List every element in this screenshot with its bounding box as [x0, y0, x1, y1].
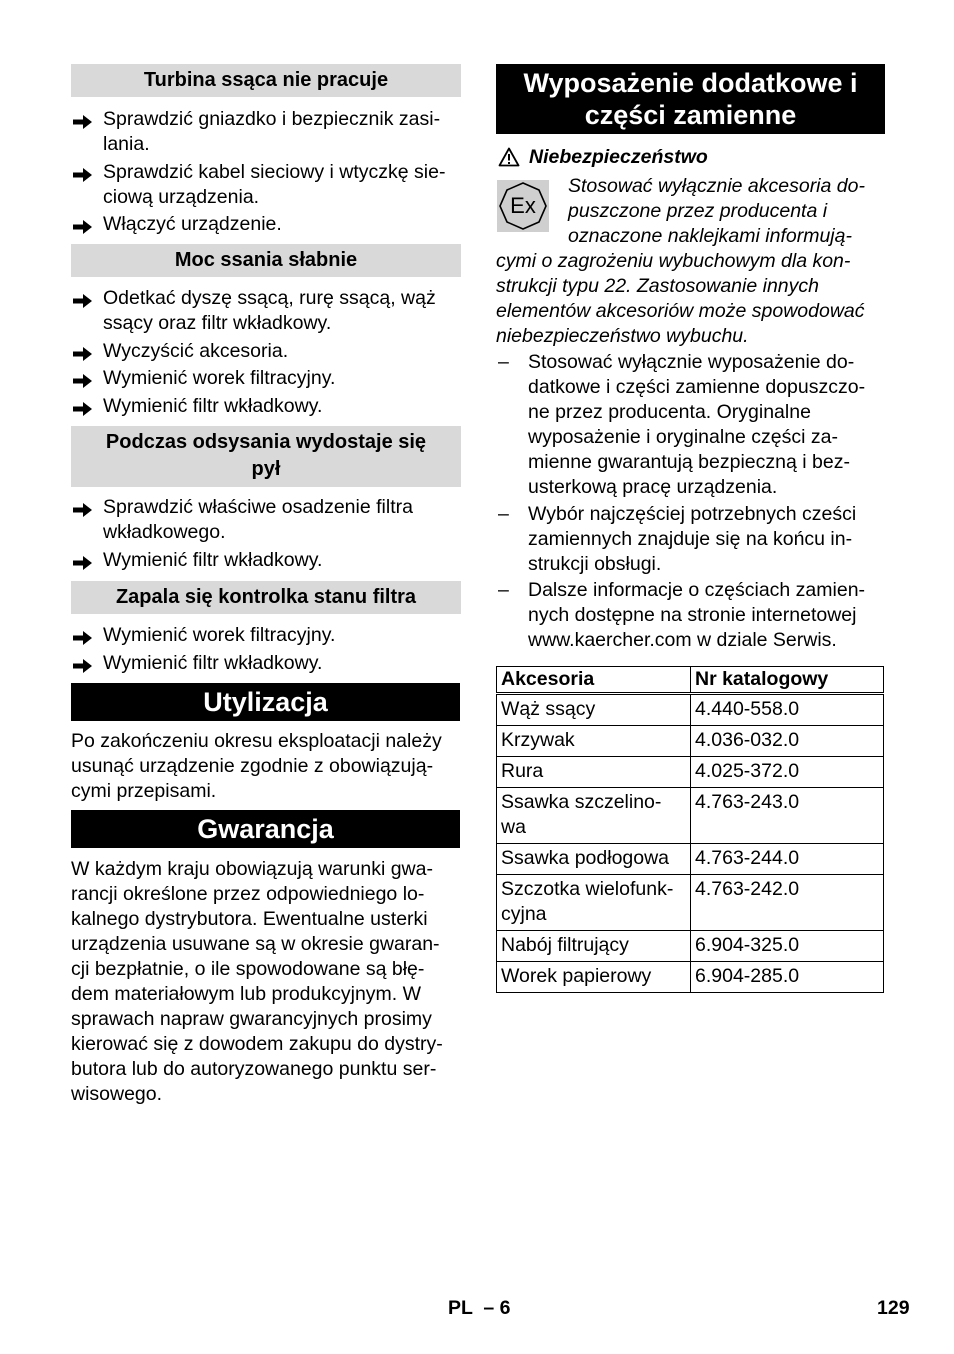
danger-label: Niebezpieczeństwo: [529, 146, 708, 168]
table-row: [497, 694, 884, 726]
bullet-item-text: lania.: [103, 133, 150, 155]
ex-symbol-text: Ex: [510, 193, 536, 218]
bullet-item-text: Odetkać dyszę ssącą, rurę ssącą, wąż: [103, 287, 436, 309]
page-number: 129: [877, 1297, 910, 1319]
accessory-name: Ssawka podłogowa: [501, 847, 670, 869]
paragraph-line: W każdym kraju obowiązują warunki gwa-: [71, 858, 433, 880]
bullet-item-text: Sprawdzić właściwe osadzenie filtra: [103, 496, 413, 518]
bullet-item: [71, 366, 461, 391]
section-heading-dust-escape-line2: pył: [251, 458, 281, 480]
bullet-item-text: Wymienić filtr wkładkowy.: [103, 394, 323, 417]
bullet-item: [71, 286, 461, 336]
paragraph-line: usunąć urządzenie zgodnie z obowiązują-: [71, 755, 434, 777]
bullet-item: [71, 160, 461, 210]
catalog-number-cell: 6.904-325.0: [691, 931, 884, 962]
arrow-right-icon: [73, 553, 93, 569]
bullet-item-text: Wymienić filtr wkładkowy.: [103, 651, 323, 674]
arrow-right-icon: [73, 165, 93, 181]
accessory-name-cell: [497, 694, 691, 726]
arrow-right-icon: [73, 628, 93, 644]
accessory-name-cell: [497, 757, 691, 788]
table-header-cell: Akcesoria: [497, 667, 691, 694]
catalog-number-cell: 4.025-372.0: [691, 757, 884, 788]
arrow-right-icon: [73, 371, 93, 387]
dash-list-item: [496, 502, 885, 577]
dash-list-item: [496, 578, 885, 653]
danger-text-beside-icon: [568, 174, 888, 249]
accessory-name: Szczotka wielofunk-: [501, 878, 674, 900]
dash-list-item-text: Dalsze informacje o częściach zamien-: [528, 579, 866, 601]
bullet-item: [71, 107, 461, 157]
section-heading-dust-escape-line1: Podczas odsysania wydostaje się: [105, 431, 427, 453]
paragraph-line: cji bezpłatnie, o ile spowodowane są błę-: [71, 958, 425, 980]
heading-warranty: Gwarancja: [71, 810, 460, 848]
table-row: [497, 931, 884, 962]
heading-accessories: [496, 64, 885, 134]
paragraph-line: dem materiałowym lub produkcyjnym. W: [71, 983, 422, 1005]
bullet-item-text: ssący oraz filtr wkładkowy.: [103, 312, 332, 334]
catalog-number-cell: 4.763-242.0: [691, 875, 884, 931]
arrow-right-icon: [73, 291, 93, 307]
paragraph-line: strukcji typu 22. Zastosowanie innych: [496, 275, 819, 297]
bullet-item-text: wkładkowego.: [103, 521, 226, 543]
table-row: [497, 844, 884, 875]
bullet-item: [71, 623, 461, 648]
table-row: [497, 875, 884, 931]
section-heading-turbine: Turbina ssąca nie pracuje: [71, 64, 461, 97]
catalog-number-cell: 4.440-558.0: [691, 694, 884, 726]
table-header-row: [497, 667, 884, 694]
dash-list-item-text: Stosować wyłącznie wyposażenie do-: [528, 351, 855, 373]
paragraph-line: sprawach napraw gwarancyjnych prosimy: [71, 1008, 432, 1030]
accessory-name: wa: [501, 816, 526, 838]
paragraph-line: butora lub do autoryzowanego punktu ser-: [71, 1058, 437, 1080]
paragraph-line: urządzenia usuwane są w okresie gwaran-: [71, 933, 440, 955]
dash-list-item-text: Wybór najczęściej potrzebnych cześci: [528, 502, 857, 525]
section-heading-suction-power: Moc ssania słabnie: [71, 244, 461, 277]
dash-list-item-text: nych dostępne na stronie internetowej: [528, 604, 857, 626]
bullet-item-text: Wymienić filtr wkładkowy.: [103, 548, 323, 571]
dash-list-item-text: www.kaercher.com w dziale Serwis.: [528, 629, 837, 651]
table-header-cell: Nr katalogowy: [691, 667, 884, 694]
bullet-item: [71, 339, 461, 364]
paragraph-line: cymi przepisami.: [71, 780, 217, 802]
dash-list-item-text: mienne gwarantują bezpieczną i bez-: [528, 451, 850, 473]
paragraph-line: kierować się z dowodem zakupu do dystry-: [71, 1033, 443, 1055]
accessory-name: Worek papierowy: [501, 965, 652, 987]
paragraph-line: niebezpieczeństwo wybuchu.: [496, 325, 749, 347]
arrow-right-icon: [73, 656, 93, 672]
dash-marker: –: [498, 351, 509, 373]
bullet-item: [71, 548, 461, 573]
bullet-item-text: Wymienić worek filtracyjny.: [103, 367, 336, 389]
accessory-name-cell: [497, 931, 691, 962]
catalog-number-cell: 4.036-032.0: [691, 726, 884, 757]
accessory-name-cell: [497, 962, 691, 993]
accessory-name: Rura: [501, 760, 544, 782]
bullet-item: [71, 394, 461, 419]
footer-language-page: PL – 6: [448, 1297, 511, 1319]
bullet-item-text: Wymienić worek filtracyjny.: [103, 624, 336, 646]
accessories-table: [496, 666, 884, 993]
accessory-name: Krzywak: [501, 729, 575, 751]
dash-list-item-text: datkowe i części zamienne dopuszczo-: [528, 376, 866, 398]
dash-list-item-text: wyposażenie i oryginalne części za-: [528, 426, 838, 448]
heading-accessories-line1: Wyposażenie dodatkowe i: [523, 68, 858, 98]
paragraph-line: puszczone przez producenta i: [568, 200, 828, 222]
catalog-number-cell: 4.763-244.0: [691, 844, 884, 875]
section-heading-filter-light: Zapala się kontrolka stanu filtra: [71, 581, 461, 614]
dash-marker: –: [498, 502, 509, 525]
bullet-item-text: Włączyć urządzenie.: [103, 213, 282, 235]
paragraph-line: rancji określone przez odpowiedniego lo-: [71, 883, 425, 905]
dash-list-item-text: usterkową pracę urządzenia.: [528, 476, 778, 498]
table-row: [497, 962, 884, 993]
bullet-item: [71, 212, 461, 237]
accessory-name-cell: [497, 788, 691, 844]
disposal-paragraph: [71, 729, 461, 804]
dash-list-item-text: ne przez producenta. Oryginalne: [528, 401, 811, 423]
heading-accessories-line2: części zamienne: [584, 100, 797, 130]
danger-text-continued: [496, 249, 885, 349]
dash-list-item-text: strukcji obsługi.: [528, 552, 662, 575]
dash-list-item: [496, 350, 885, 500]
accessory-name: Ssawka szczelino-: [501, 791, 662, 813]
accessory-name: cyjna: [501, 903, 547, 925]
accessory-name-cell: [497, 726, 691, 757]
catalog-number-cell: 6.904-285.0: [691, 962, 884, 993]
accessory-name-cell: [497, 844, 691, 875]
accessory-name: Wąż ssący: [501, 698, 596, 720]
paragraph-line: kalnego dystrybutora. Ewentualne usterki: [71, 908, 428, 930]
paragraph-line: cymi o zagrożeniu wybuchowym dla kon-: [496, 250, 851, 272]
warranty-paragraph: [71, 857, 461, 1107]
arrow-right-icon: [73, 344, 93, 360]
accessory-name-cell: [497, 875, 691, 931]
bullet-item: [71, 495, 461, 545]
accessory-name: Nabój filtrujący: [501, 934, 629, 956]
heading-disposal: Utylizacja: [71, 683, 460, 721]
paragraph-line: elementów akcesoriów może spowodować: [496, 300, 865, 322]
table-row: [497, 726, 884, 757]
section-heading-dust-escape: [71, 426, 461, 487]
dash-list-item-text: zamiennych znajduje się na końcu in-: [528, 527, 853, 550]
arrow-right-icon: [73, 399, 93, 415]
paragraph-line: oznaczone naklejkami informują-: [568, 225, 852, 247]
arrow-right-icon: [73, 500, 93, 516]
warning-triangle-icon: [498, 147, 520, 167]
bullet-item: [71, 651, 461, 676]
arrow-right-icon: [73, 112, 93, 128]
arrow-right-icon: [73, 217, 93, 233]
bullet-item-text: Sprawdzić kabel sieciowy i wtyczkę sie-: [103, 160, 446, 183]
bullet-item-text: Wyczyścić akcesoria.: [103, 339, 289, 362]
paragraph-line: wisowego.: [71, 1083, 163, 1105]
bullet-item-text: ciową urządzenia.: [103, 185, 260, 208]
bullet-item-text: Sprawdzić gniazdko i bezpiecznik zasi-: [103, 108, 441, 130]
table-row: [497, 757, 884, 788]
paragraph-line: Po zakończeniu okresu eksploatacji należy: [71, 730, 442, 752]
ex-explosion-icon: [497, 180, 549, 232]
catalog-number-cell: 4.763-243.0: [691, 788, 884, 844]
paragraph-line: Stosować wyłącznie akcesoria do-: [568, 175, 865, 197]
dash-marker: –: [498, 579, 509, 601]
table-row: [497, 788, 884, 844]
